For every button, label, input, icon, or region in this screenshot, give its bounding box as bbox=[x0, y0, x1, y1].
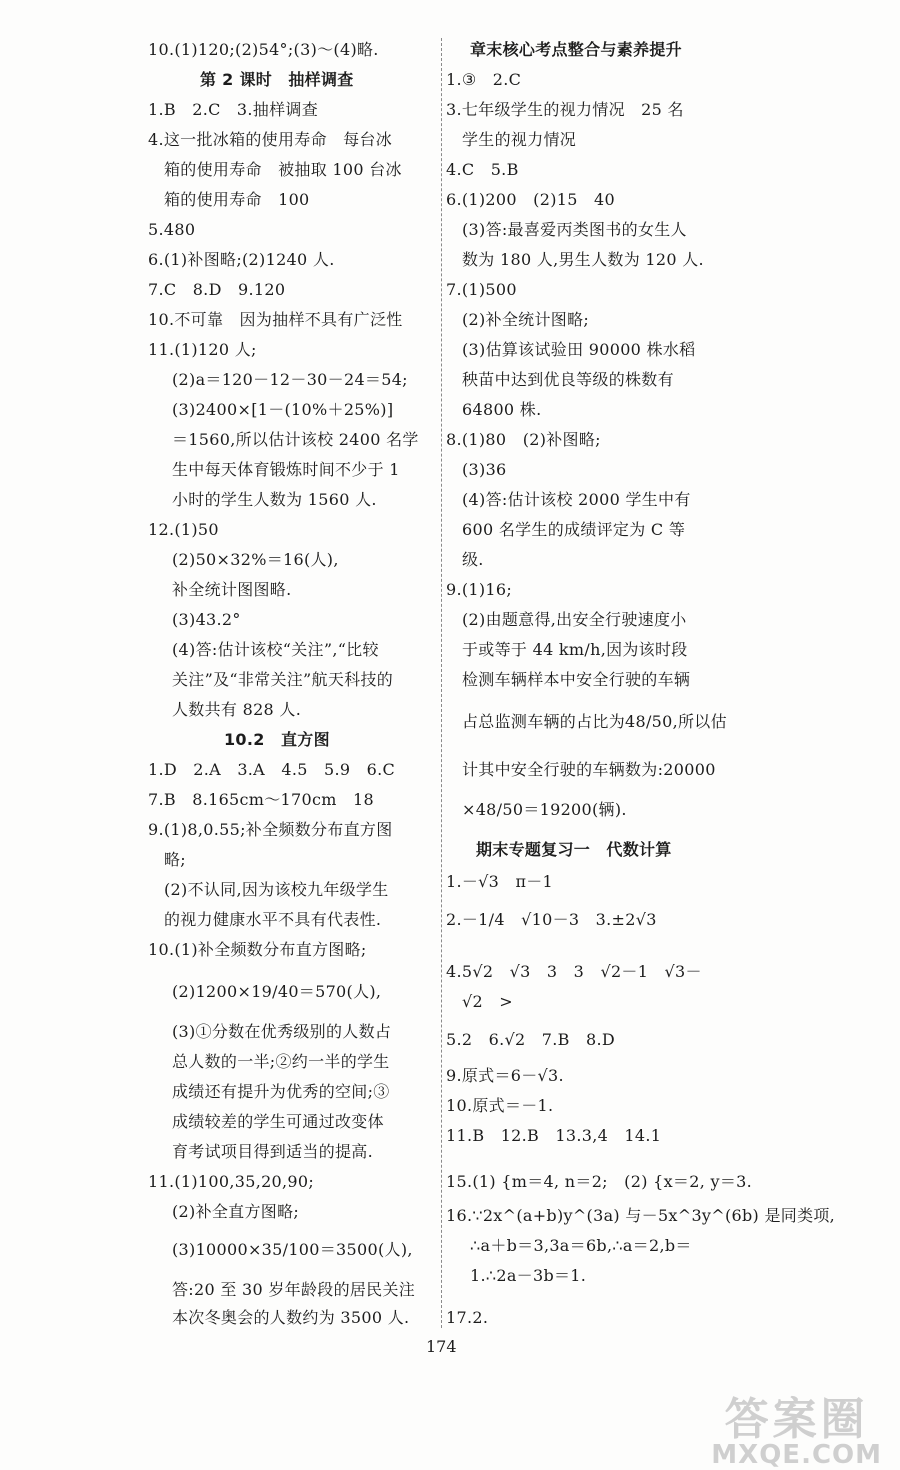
answer-line: 成绩较差的学生可通过改变体 bbox=[172, 1112, 384, 1131]
answer-line: 11.(1)100,35,20,90; bbox=[148, 1172, 315, 1191]
answer-line: 补全统计图图略. bbox=[172, 580, 292, 599]
answer-line: 1.B 2.C 3.抽样调查 bbox=[148, 100, 318, 119]
answer-line: (2)补全直方图略; bbox=[172, 1202, 300, 1221]
answer-line: 3.七年级学生的视力情况 25 名 bbox=[446, 100, 684, 119]
section-heading: 第 2 课时 抽样调查 bbox=[200, 70, 354, 89]
section-heading: 10.2 直方图 bbox=[224, 730, 330, 749]
answer-line: 8.(1)80 (2)补图略; bbox=[446, 430, 601, 449]
section-heading: 章末核心考点整合与素养提升 bbox=[470, 40, 682, 59]
answer-line: (3)10000×35/100＝3500(人), bbox=[172, 1240, 413, 1259]
answer-line: 6.(1)补图略;(2)1240 人. bbox=[148, 250, 335, 269]
answer-line: (2)补全统计图略; bbox=[462, 310, 590, 329]
answer-line: (2)a＝120－12－30－24＝54; bbox=[172, 370, 408, 389]
answer-line: 计其中安全行驶的车辆数为:20000 bbox=[462, 760, 716, 779]
answer-line: 11.B 12.B 13.3,4 14.1 bbox=[446, 1126, 662, 1145]
answer-line: 12.(1)50 bbox=[148, 520, 219, 539]
section-heading: 期末专题复习一 代数计算 bbox=[476, 840, 672, 859]
answer-line: 64800 株. bbox=[462, 400, 542, 419]
answer-line: 箱的使用寿命 被抽取 100 台冰 bbox=[164, 160, 402, 179]
answer-line: 关注”及“非常关注”航天科技的 bbox=[172, 670, 394, 689]
answer-line: ＝1560,所以估计该校 2400 名学 bbox=[172, 430, 419, 449]
answer-line: (3)36 bbox=[462, 460, 507, 479]
watermark-logo bbox=[711, 1394, 882, 1470]
answer-line: 秧苗中达到优良等级的株数有 bbox=[462, 370, 674, 389]
answer-line: ×48/50＝19200(辆). bbox=[462, 800, 627, 819]
answer-line: 10.(1)120;(2)54°;(3)～(4)略. bbox=[148, 40, 379, 59]
answer-line: 箱的使用寿命 100 bbox=[164, 190, 310, 209]
answer-line: 4.这一批冰箱的使用寿命 每台冰 bbox=[148, 130, 393, 149]
answer-line: 学生的视力情况 bbox=[462, 130, 577, 149]
answer-line: 总人数的一半;②约一半的学生 bbox=[172, 1052, 390, 1071]
answer-line: 16.∵2x^(a+b)y^(3a) 与－5x^3y^(6b) 是同类项, bbox=[446, 1206, 836, 1225]
answer-line: (3)答:最喜爱丙类图书的女生人 bbox=[462, 220, 687, 239]
answer-line: 7.C 8.D 9.120 bbox=[148, 280, 286, 299]
answer-line: (2)不认同,因为该校九年级学生 bbox=[164, 880, 389, 899]
answer-line: 5.480 bbox=[148, 220, 196, 239]
answer-line: 10.(1)补全频数分布直方图略; bbox=[148, 940, 367, 959]
answer-line: 11.(1)120 人; bbox=[148, 340, 257, 359]
answer-line: 生中每天体育锻炼时间不少于 1 bbox=[172, 460, 400, 479]
watermark-text: 答案圈 bbox=[724, 1394, 869, 1445]
answer-line: 9.(1)8,0.55;补全频数分布直方图 bbox=[148, 820, 393, 839]
answer-line: 15.(1) {m＝4, n＝2; (2) {x＝2, y＝3. bbox=[446, 1172, 752, 1191]
answer-line: 检测车辆样本中安全行驶的车辆 bbox=[462, 670, 691, 689]
answer-line: 的视力健康水平不具有代表性. bbox=[164, 910, 382, 929]
answer-line: (4)答:估计该校 2000 学生中有 bbox=[462, 490, 691, 509]
answer-line: 1.D 2.A 3.A 4.5 5.9 6.C bbox=[148, 760, 396, 779]
answer-line: (3)①分数在优秀级别的人数占 bbox=[172, 1022, 392, 1041]
answer-line: 人数共有 828 人. bbox=[172, 700, 302, 719]
answer-line: 600 名学生的成绩评定为 C 等 bbox=[462, 520, 686, 539]
answer-line: 育考试项目得到适当的提高. bbox=[172, 1142, 373, 1161]
answer-line: 10.原式＝－1. bbox=[446, 1096, 554, 1115]
answer-line: 5.2 6.√2 7.B 8.D bbox=[446, 1030, 616, 1049]
answer-line: 小时的学生人数为 1560 人. bbox=[172, 490, 377, 509]
answer-line: 成绩还有提升为优秀的空间;③ bbox=[172, 1082, 390, 1101]
answer-line: 10.不可靠 因为抽样不具有广泛性 bbox=[148, 310, 403, 329]
answer-line: 6.(1)200 (2)15 40 bbox=[446, 190, 615, 209]
watermark-url: MXQE.COM bbox=[711, 1440, 882, 1470]
answer-line: 1.－√3 π－1 bbox=[446, 872, 554, 891]
answer-line: (3)估算该试验田 90000 株水稻 bbox=[462, 340, 696, 359]
answer-line: 17.2. bbox=[446, 1308, 489, 1327]
answer-line: 1.③ 2.C bbox=[446, 70, 522, 89]
answer-line: (4)答:估计该校“关注”,“比较 bbox=[172, 640, 379, 659]
answer-line: 于或等于 44 km/h,因为该时段 bbox=[462, 640, 688, 659]
answer-line: 4.C 5.B bbox=[446, 160, 519, 179]
answer-line: 1.∴2a－3b＝1. bbox=[470, 1266, 587, 1285]
answer-line: 级. bbox=[462, 550, 484, 569]
page-number: 174 bbox=[426, 1337, 457, 1356]
answer-line: 7.(1)500 bbox=[446, 280, 517, 299]
answer-line: 4.5√2 √3 3 3 √2－1 √3－ bbox=[446, 962, 702, 981]
answer-line: 9.原式＝6－√3. bbox=[446, 1066, 564, 1085]
answer-line: (3)2400×[1－(10%＋25%)] bbox=[172, 400, 394, 419]
answer-line: (2)50×32%＝16(人), bbox=[172, 550, 339, 569]
answer-line: (3)43.2° bbox=[172, 610, 241, 629]
answer-line: 占总监测车辆的占比为48/50,所以估 bbox=[462, 712, 727, 731]
answer-line: 略; bbox=[164, 850, 186, 869]
column-divider bbox=[441, 38, 442, 1328]
answer-line: ∴a＋b＝3,3a＝6b,∴a＝2,b＝ bbox=[470, 1236, 692, 1255]
answer-line: (2)1200×19/40＝570(人), bbox=[172, 982, 382, 1001]
answer-line: 2.－1/4 √10－3 3.±2√3 bbox=[446, 910, 657, 929]
answer-line: 数为 180 人,男生人数为 120 人. bbox=[462, 250, 704, 269]
answer-line: 7.B 8.165cm～170cm 18 bbox=[148, 790, 374, 809]
answer-line: √2 > bbox=[462, 992, 513, 1011]
answer-line: 答:20 至 30 岁年龄段的居民关注 bbox=[172, 1280, 416, 1299]
answer-line: 本次冬奥会的人数约为 3500 人. bbox=[172, 1308, 410, 1327]
answer-line: (2)由题意得,出安全行驶速度小 bbox=[462, 610, 687, 629]
answer-line: 9.(1)16; bbox=[446, 580, 513, 599]
